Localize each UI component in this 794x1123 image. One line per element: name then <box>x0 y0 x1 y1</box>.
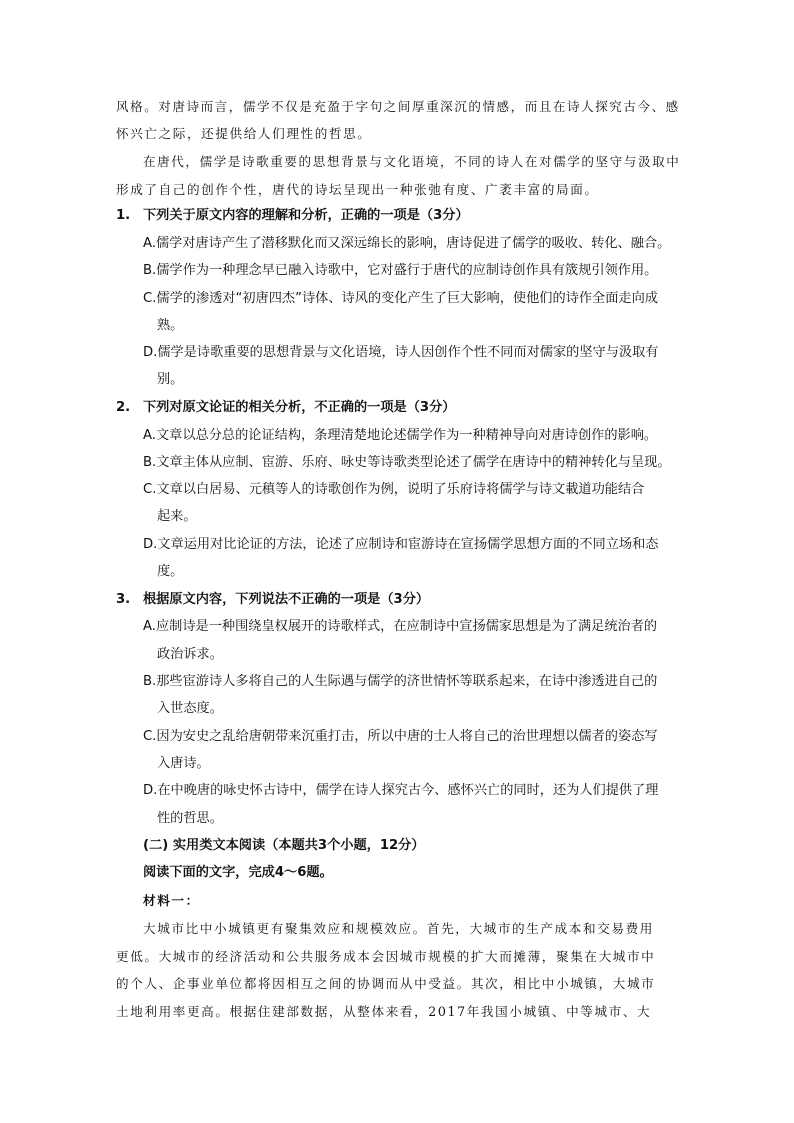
question-1-option-b: B.儒学作为一种理念早已融入诗歌中，它对盛行于唐代的应制诗创作具有筬规引领作用。 <box>143 263 658 278</box>
question-3-option-d: D.在中晚唐的咏史怀古诗中，儒学在诗人探究古今、感怀兴亡的同时，还为人们提供了理 <box>143 783 659 798</box>
question-3-number: 3. <box>116 592 131 607</box>
material-line-1: 大城市比中小城镇更有聚集效应和规模效应。首先，大城市的生产成本和交易费用 <box>143 921 654 936</box>
question-2-option-b: B.文章主体从应制、宦游、乐府、咏史等诗歌类型论述了儒学在唐诗中的精神转化与呈现。 <box>143 455 671 470</box>
material-line-4: 土地利用率更高。根据住建部数据，从整体来看，2017年我国小城镇、中等城市、大 <box>116 1004 652 1019</box>
question-2-option-c: C.文章以白居易、元稹等人的诗歌创作为例，说明了乐府诗将儒学与诗文載道功能结合 <box>143 482 645 497</box>
material-label: 材料一： <box>143 893 200 908</box>
question-1-option-c-cont: 熟。 <box>157 318 184 333</box>
section-heading: (二) 实用类文本阅读（本题共3个小题，12分） <box>143 838 425 853</box>
question-2-option-d-cont: 度。 <box>157 564 184 579</box>
question-1-stem: 下列关于原文内容的理解和分析，正确的一项是（3分） <box>143 208 469 223</box>
question-1-number: 1. <box>116 208 131 223</box>
question-2-option-c-cont: 起来。 <box>157 509 197 524</box>
question-3-option-d-cont: 性的哲思。 <box>157 811 223 826</box>
question-3-stem: 根据原文内容，下列说法不正确的一项是（3分） <box>143 592 430 607</box>
question-2-option-d: D.文章运用对比论证的方法，论述了应制诗和宦游诗在宣扬儒学思想方面的不同立场和态 <box>143 537 659 552</box>
question-3-option-a-cont: 政治诉求。 <box>157 647 223 662</box>
question-3-option-b-cont: 入世态度。 <box>157 701 223 716</box>
question-3-option-c-cont: 入唐诗。 <box>157 756 210 771</box>
question-2-number: 2. <box>116 400 131 415</box>
intro-line-1: 风格。对唐诗而言，儒学不仅是充盈于字句之间厚重深沉的情感，而且在诗人探究古今、感 <box>116 99 680 114</box>
question-2-stem: 下列对原文论证的相关分析，不正确的一项是（3分） <box>143 400 456 415</box>
question-3-option-b: B.那些宦游诗人多将自己的人生际遇与儒学的济世情怀等联系起来，在诗中渗透进自己的 <box>143 674 658 689</box>
intro-line-2: 怀兴亡之际，还提供给人们理性的哲思。 <box>116 126 372 141</box>
question-1-option-d: D.儒学是诗歌重要的思想背景与文化语境，诗人因创作个性不同而对儒家的坚守与汲取有 <box>143 345 659 360</box>
question-3-option-a: A.应制诗是一种围绕皇权展开的诗歌样式，在应制诗中宣扬儒家思想是为了满足统治者的 <box>143 619 658 634</box>
question-1-option-c: C.儒学的渗透对“初唐四杰”诗体、诗风的变化产生了巨大影响，使他们的诗作全面走向成 <box>143 291 658 306</box>
intro-para2-line-1: 在唐代，儒学是诗歌重要的思想背景与文化语境，不同的诗人在对儒学的坚守与汲取中 <box>143 154 681 169</box>
material-line-2: 更低。大城市的经济活动和公共服务成本会因城市规模的扩大而摊薄，聚集在大城市中 <box>116 949 656 964</box>
reading-instruction: 阅读下面的文字，完成4～6题。 <box>143 865 333 880</box>
material-line-3: 的个人、企事业单位都将因相互之间的协调而从中受益。其次，相比中小城镇，大城市 <box>116 976 656 991</box>
question-2-option-a: A.文章以总分总的论证结构，条理清楚地论述儒学作为一种精神导向对唐诗创作的影响。 <box>143 428 658 443</box>
question-1-option-a: A.儒学对唐诗产生了潜移默化而又深远绵长的影响，唐诗促进了儒学的吸收、转化、融合。 <box>143 236 671 251</box>
intro-para2-line-2: 形成了自己的创作个性，唐代的诗坛呈现出一种张弛有度、广袤丰富的局面。 <box>116 182 599 197</box>
question-1-option-d-cont: 别。 <box>157 372 184 387</box>
question-3-option-c: C.因为安史之乱给唐朝带来沉重打击，所以中唐的士人将自己的治世理想以儒者的姿态写 <box>143 729 658 744</box>
